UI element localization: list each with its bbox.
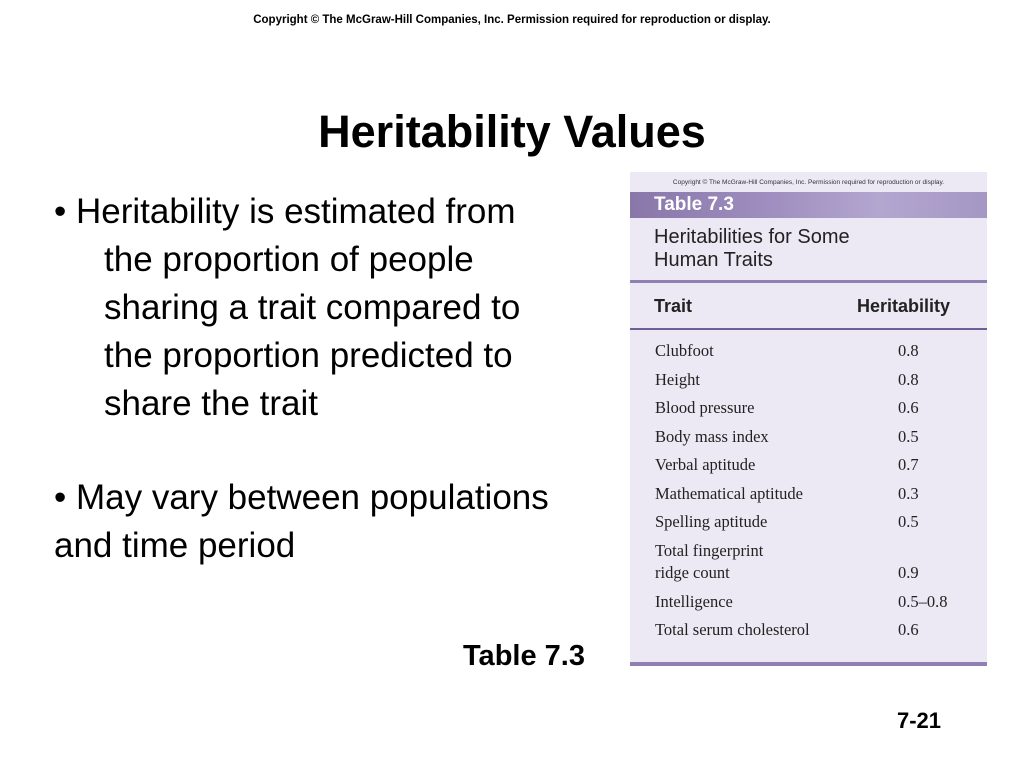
heritability-cell: 0.7 [898,455,919,474]
bullet-text-continuation: sharing a trait compared to [104,288,521,327]
table-row [630,454,987,483]
table-header-divider [630,328,987,330]
heritability-cell: 0.3 [898,483,919,503]
heritability-cell: 0.5 [898,512,919,531]
bullet-text-continuation: the proportion of people [104,240,474,279]
bullet-text-continuation: and time period [54,526,296,565]
table-row [630,340,987,369]
table-row [630,619,987,648]
trait-cell: Clubfoot [655,341,714,360]
heritability-cell: 0.5 [898,426,919,446]
table-row [630,397,987,426]
table-row [630,540,987,591]
table-row [630,426,987,455]
trait-cell: Blood pressure [655,398,755,417]
trait-cell: Spelling aptitude [655,512,768,531]
copyright-notice: Copyright © The McGraw-Hill Companies, Inc. Permission required for reproduction or display. [253,14,771,26]
table-label-bar [630,192,987,218]
bullet-heritability-estimate [54,188,614,428]
heritability-cell: 0.9 [898,562,919,582]
trait-cell: Verbal aptitude [655,455,756,474]
column-header-heritability: Heritability [857,296,951,316]
table-caption: Table 7.3 [463,640,585,672]
heritability-cell: 0.6 [898,398,919,417]
slide-title: Heritability Values [318,106,706,157]
trait-cell: Height [655,369,700,389]
table-label: Table 7.3 [654,194,734,215]
heritability-table-figure [630,172,987,666]
table-row [630,483,987,512]
trait-cell: Total serum cholesterol [655,620,810,639]
bullet-text: • May vary between populations [54,478,549,517]
heritability-cell: 0.6 [898,620,919,639]
bullet-text-continuation: share the trait [104,384,318,423]
column-header-trait: Trait [654,296,693,316]
bullet-text-continuation: the proportion predicted to [104,336,513,375]
trait-cell: Intelligence [655,591,733,611]
table-heading: Heritabilities for Some Human Traits [654,226,850,271]
table-row [630,591,987,620]
trait-cell: Total fingerprint ridge count [655,540,764,582]
page-number: 7-21 [897,708,942,733]
table-body [630,340,987,648]
table-row [630,511,987,540]
trait-cell: Mathematical aptitude [655,483,803,503]
table-header-row [630,296,987,320]
table-divider [630,280,987,283]
table-copyright-notice: Copyright © The McGraw-Hill Companies, Inc. Permission required for reproduction or display. [672,179,945,186]
heritability-cell: 0.8 [898,369,919,389]
bullet-population-variation [54,474,624,570]
table-row [630,369,987,398]
heritability-cell: 0.8 [898,341,919,360]
bullet-text: • Heritability is estimated from [54,192,516,231]
heritability-cell: 0.5–0.8 [898,591,948,611]
table-bottom-divider [630,662,987,666]
trait-cell: Body mass index [655,426,769,446]
